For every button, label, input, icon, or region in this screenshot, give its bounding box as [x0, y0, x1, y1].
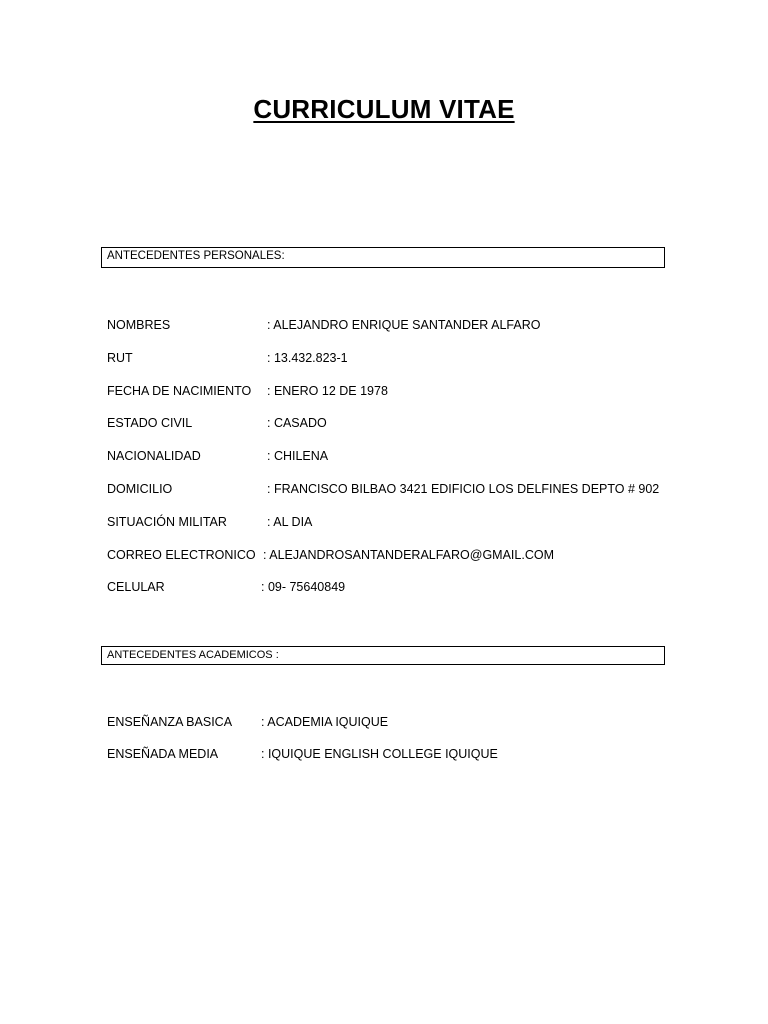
field-label: NOMBRES	[107, 318, 171, 332]
field-value: : 13.432.823-1	[267, 351, 348, 365]
field-label: RUT	[107, 351, 133, 365]
field-value: : ALEJANDRO ENRIQUE SANTANDER ALFARO	[267, 318, 541, 332]
field-label: CELULAR	[107, 580, 165, 594]
field-label: ENSEÑADA MEDIA	[107, 747, 219, 761]
field-value: : ACADEMIA IQUIQUE	[261, 715, 389, 729]
field-value: : FRANCISCO BILBAO 3421 EDIFICIO LOS DELFINES DEPTO # 902	[267, 482, 660, 496]
field-value: : CHILENA	[267, 449, 329, 463]
field-label: ENSEÑANZA BASICA	[107, 715, 233, 729]
field-label: ESTADO CIVIL	[107, 416, 193, 430]
field-label: NACIONALIDAD	[107, 449, 201, 463]
field-label: DOMICILIO	[107, 482, 173, 496]
page-title: CURRICULUM VITAE	[253, 94, 515, 124]
field-value: : AL DIA	[267, 515, 313, 529]
field-label: SITUACIÓN MILITAR	[107, 515, 227, 529]
field-label: CORREO ELECTRONICO	[107, 548, 256, 562]
field-value: : 09- 75640849	[261, 580, 346, 594]
section-heading-academic: ANTECEDENTES ACADEMICOS :	[101, 646, 665, 665]
field-label: FECHA DE NACIMIENTO	[107, 384, 252, 398]
field-value: : ENERO 12 DE 1978	[267, 384, 388, 398]
field-value: : CASADO	[267, 416, 327, 430]
section-heading-personal: ANTECEDENTES PERSONALES:	[101, 247, 665, 268]
field-value: : IQUIQUE ENGLISH COLLEGE IQUIQUE	[261, 747, 498, 761]
field-value: : ALEJANDROSANTANDERALFARO@GMAIL.COM	[263, 548, 554, 562]
